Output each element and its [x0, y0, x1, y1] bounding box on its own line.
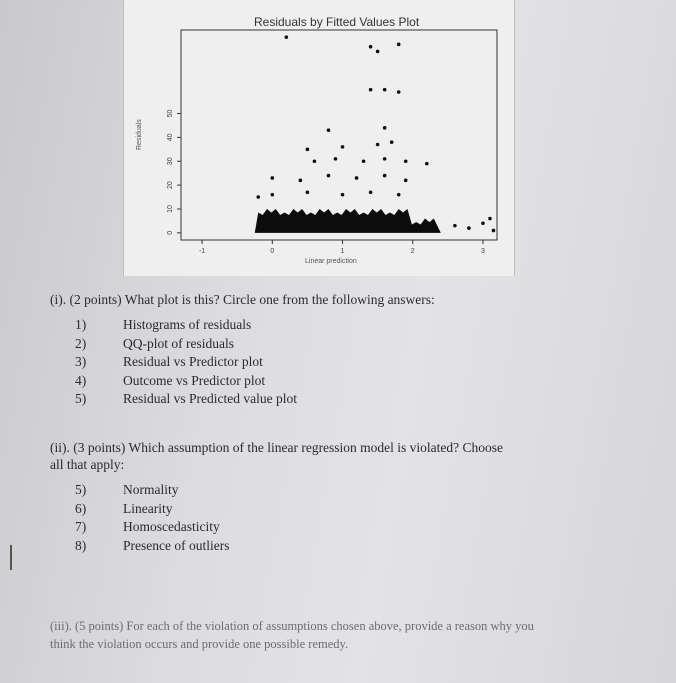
- margin-mark: [10, 545, 12, 570]
- scatter-point: [355, 176, 359, 180]
- scatter-point: [327, 174, 331, 178]
- question-2-option-text[interactable]: Linearity: [123, 500, 173, 516]
- question-1-prompt: (i). (2 points) What plot is this? Circle one from the following answers:: [50, 292, 435, 307]
- scatter-point: [404, 179, 408, 183]
- scatter-point: [397, 90, 401, 94]
- question-2-option-number: 8): [75, 537, 87, 553]
- x-tick-label: 2: [410, 248, 415, 255]
- y-tick-label: 40: [167, 133, 174, 142]
- scatter-point: [313, 159, 317, 163]
- x-tick-label: 1: [340, 248, 345, 255]
- scatter-point: [383, 174, 387, 178]
- scatter-point: [369, 45, 373, 49]
- scatter-point: [383, 126, 387, 130]
- scatter-point: [270, 176, 274, 180]
- scatter-point: [327, 128, 331, 132]
- scatter-point: [341, 193, 345, 197]
- scatter-point: [334, 157, 338, 161]
- scatter-point: [390, 140, 394, 144]
- plot-marks: [255, 35, 496, 232]
- scatter-point: [362, 159, 366, 163]
- scatter-point: [481, 221, 485, 225]
- question-2-prompt-line1: (ii). (3 points) Which assumption of the linear regression model is violated? Choose: [50, 440, 504, 455]
- y-tick-label: 0: [167, 230, 174, 235]
- question-1-option-text[interactable]: Histograms of residuals: [123, 317, 252, 332]
- scatter-point: [341, 145, 345, 149]
- chart-title: Residuals by Fitted Values Plot: [254, 15, 420, 29]
- y-tick-label: 10: [167, 205, 174, 213]
- question-3-prompt-line1: (iii). (5 points) For each of the violation of assumptions chosen above, provide a reason why you: [50, 619, 534, 633]
- scatter-point: [397, 43, 401, 47]
- question-2-option-number: 7): [75, 519, 87, 534]
- x-tick-label: 0: [270, 248, 275, 255]
- x-axis-label: Linear prediction: [305, 258, 357, 265]
- scatter-point: [256, 195, 260, 199]
- question-1-option-text[interactable]: QQ-plot of residuals: [123, 335, 234, 351]
- question-2-option-text[interactable]: Normality: [123, 482, 179, 497]
- question-2-option-number: 5): [75, 482, 87, 497]
- question-1-option-number: 5): [75, 391, 87, 406]
- dense-point-band: [255, 209, 441, 233]
- question-1-option-text[interactable]: Residual vs Predicted value plot: [123, 391, 297, 406]
- scatter-point: [492, 229, 496, 233]
- plot-box: [181, 30, 497, 240]
- y-axis-label: Residuals: [136, 119, 143, 150]
- question-1-option-text[interactable]: Residual vs Predictor plot: [123, 354, 263, 369]
- x-tick-label: -1: [198, 248, 206, 255]
- scatter-point: [383, 157, 387, 161]
- scatter-point: [285, 35, 289, 39]
- question-1-option-number: 2): [75, 335, 87, 351]
- scatter-point: [383, 88, 387, 92]
- scatter-point: [369, 88, 373, 92]
- scatter-point: [376, 143, 380, 147]
- scatter-point: [270, 193, 274, 197]
- scatter-point: [306, 190, 310, 194]
- scatter-point: [369, 190, 373, 194]
- question-1-option-number: 1): [75, 317, 87, 332]
- y-tick-label: 50: [167, 109, 174, 118]
- y-tick-label: 30: [167, 157, 174, 166]
- scatter-point: [299, 179, 303, 183]
- scatter-point: [453, 224, 457, 228]
- x-tick-label: 3: [481, 248, 485, 255]
- scatter-point: [306, 148, 310, 152]
- question-2-option-number: 6): [75, 500, 87, 516]
- residual-plot: [0, 0, 676, 280]
- scatter-point: [488, 217, 492, 221]
- scatter-point: [376, 50, 380, 54]
- y-tick-label: 20: [167, 181, 174, 190]
- question-3-prompt-line2: think the violation occurs and provide one possible remedy.: [50, 637, 349, 651]
- question-2-option-text[interactable]: Presence of outliers: [123, 537, 230, 553]
- question-1-option-text[interactable]: Outcome vs Predictor plot: [123, 372, 266, 388]
- question-2-option-text[interactable]: Homoscedasticity: [123, 519, 220, 534]
- scatter-point: [404, 159, 408, 163]
- question-1-option-number: 3): [75, 354, 87, 369]
- scatter-point: [467, 226, 471, 230]
- scatter-point: [425, 162, 429, 166]
- question-1-option-number: 4): [75, 372, 87, 388]
- question-2-prompt-line2: all that apply:: [50, 457, 125, 472]
- scatter-point: [397, 193, 401, 197]
